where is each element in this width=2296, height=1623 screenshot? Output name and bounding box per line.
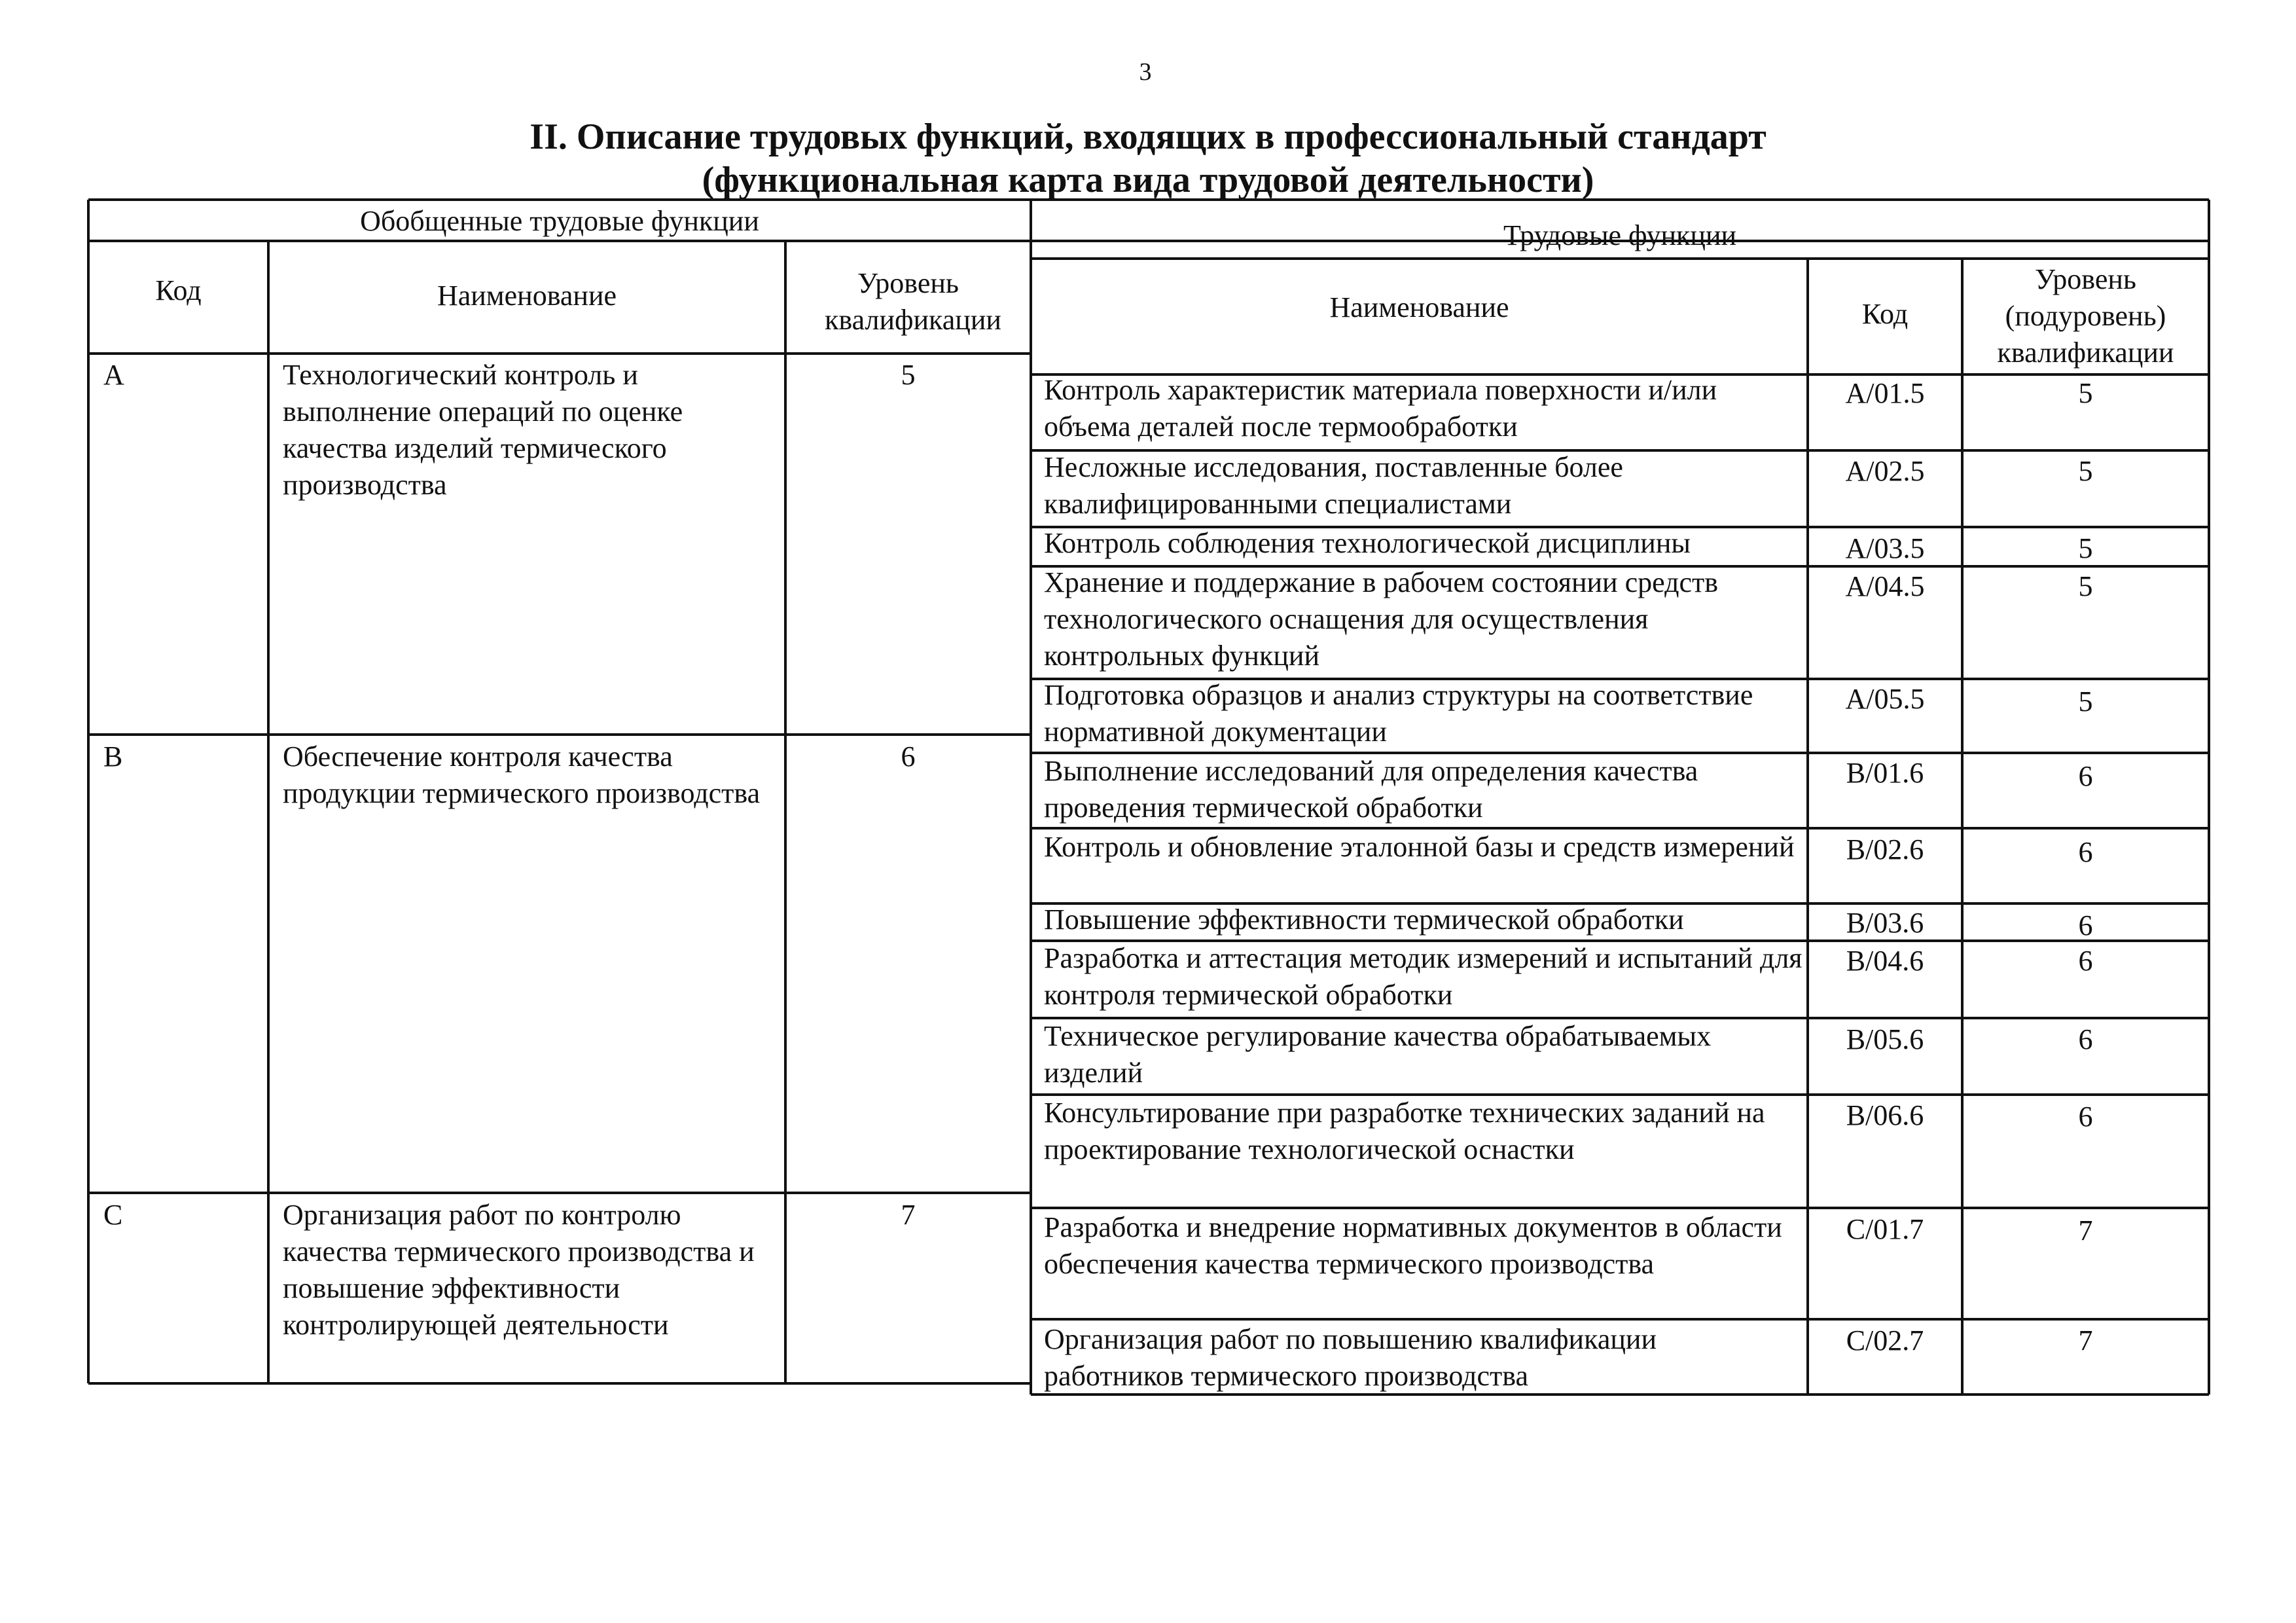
gen-code-b: B — [103, 740, 123, 773]
fn-level-b3: 6 — [2078, 909, 2093, 941]
fn-name-a2: Несложные исследования, поставленные более квалифицированными специалистами — [1044, 451, 1623, 520]
fn-name-b2: Контроль и обновление эталонной базы и средств измерений — [1044, 831, 1795, 863]
gen-level-b: 6 — [901, 740, 916, 773]
fn-level-a2: 5 — [2078, 455, 2093, 487]
fn-level-b1: 6 — [2078, 760, 2093, 792]
fn-code-b4: B/04.6 — [1846, 945, 1924, 977]
fn-level-b5: 6 — [2078, 1023, 2093, 1055]
fn-name-b6: Консультирование при разработке технических заданий на проектирование технологической оснастки — [1044, 1097, 1765, 1165]
header-gen-code: Код — [155, 274, 202, 306]
gen-name-b: Обеспечение контроля качества продукции термического производства — [283, 740, 761, 809]
fn-code-b6: B/06.6 — [1846, 1099, 1924, 1131]
gen-level-c: 7 — [901, 1199, 916, 1231]
fn-code-a2: A/02.5 — [1845, 455, 1925, 487]
page-number: 3 — [1139, 58, 1152, 86]
fn-code-b3: B/03.6 — [1846, 907, 1924, 939]
fn-level-c1: 7 — [2078, 1214, 2093, 1247]
header-fn-name: Наименование — [1329, 291, 1509, 323]
page-subtitle: (функциональная карта вида трудовой деятельности) — [702, 160, 1594, 200]
fn-level-c2: 7 — [2078, 1324, 2093, 1357]
fn-level-b6: 6 — [2078, 1101, 2093, 1133]
fn-name-c1: Разработка и внедрение нормативных документов в области обеспечения качества термического производства — [1044, 1211, 1782, 1280]
fn-level-b4: 6 — [2078, 945, 2093, 977]
fn-name-a3: Контроль соблюдения технологической дисциплины — [1044, 527, 1691, 559]
header-gen-level: Уровень квалификации — [825, 267, 1001, 336]
gen-code-a: A — [103, 359, 124, 391]
fn-code-a5: A/05.5 — [1845, 683, 1925, 715]
fn-code-b5: B/05.6 — [1846, 1023, 1924, 1055]
fn-level-a3: 5 — [2078, 532, 2093, 564]
fn-code-a4: A/04.5 — [1845, 570, 1925, 602]
fn-name-c2: Организация работ по повышению квалификации работников термического производства — [1044, 1323, 1657, 1392]
fn-code-b2: B/02.6 — [1846, 833, 1924, 866]
page-title: II. Описание трудовых функций, входящих в профессиональный стандарт — [529, 117, 1767, 157]
gen-name-c: Организация работ по контролю качества термического производства и повышение эффективности контролирующей деятельности — [283, 1199, 755, 1341]
header-fn-code: Код — [1861, 298, 1909, 330]
fn-name-a5: Подготовка образцов и анализ структуры на соответствие нормативной документации — [1044, 679, 1753, 748]
gen-name-a: Технологический контроль и выполнение операций по оценке качества изделий термического производства — [283, 359, 683, 501]
fn-level-a4: 5 — [2078, 570, 2093, 602]
fn-code-b1: B/01.6 — [1846, 757, 1924, 789]
fn-name-a1: Контроль характеристик материала поверхности и/или объема деталей после термообработки — [1044, 374, 1717, 443]
header-generalized-functions: Обобщенные трудовые функции — [360, 205, 759, 237]
fn-level-a1: 5 — [2078, 377, 2093, 409]
fn-code-c1: C/01.7 — [1846, 1213, 1924, 1245]
fn-name-b5: Техническое регулирование качества обрабатываемых изделий — [1044, 1020, 1712, 1089]
fn-code-c2: C/02.7 — [1846, 1324, 1924, 1357]
header-gen-name: Наименование — [437, 280, 617, 312]
gen-level-a: 5 — [901, 359, 916, 391]
fn-level-b2: 6 — [2078, 836, 2093, 868]
fn-code-a3: A/03.5 — [1845, 532, 1925, 564]
header-fn-level: Уровень (подуровень) квалификации — [1997, 263, 2174, 369]
fn-name-b1: Выполнение исследований для определения качества проведения термической обработки — [1044, 755, 1698, 824]
gen-code-c: C — [103, 1199, 123, 1231]
fn-name-a4: Хранение и поддержание в рабочем состоянии средств технологического оснащения для осуществления контрольных функций — [1044, 566, 1718, 672]
fn-level-a5: 5 — [2078, 685, 2093, 718]
fn-code-a1: A/01.5 — [1845, 377, 1925, 409]
header-labor-functions: Трудовые функции — [1503, 219, 1737, 251]
fn-name-b4: Разработка и аттестация методик измерений и испытаний для контроля термической обработки — [1044, 942, 1803, 1011]
fn-name-b3: Повышение эффективности термической обработки — [1044, 903, 1684, 936]
